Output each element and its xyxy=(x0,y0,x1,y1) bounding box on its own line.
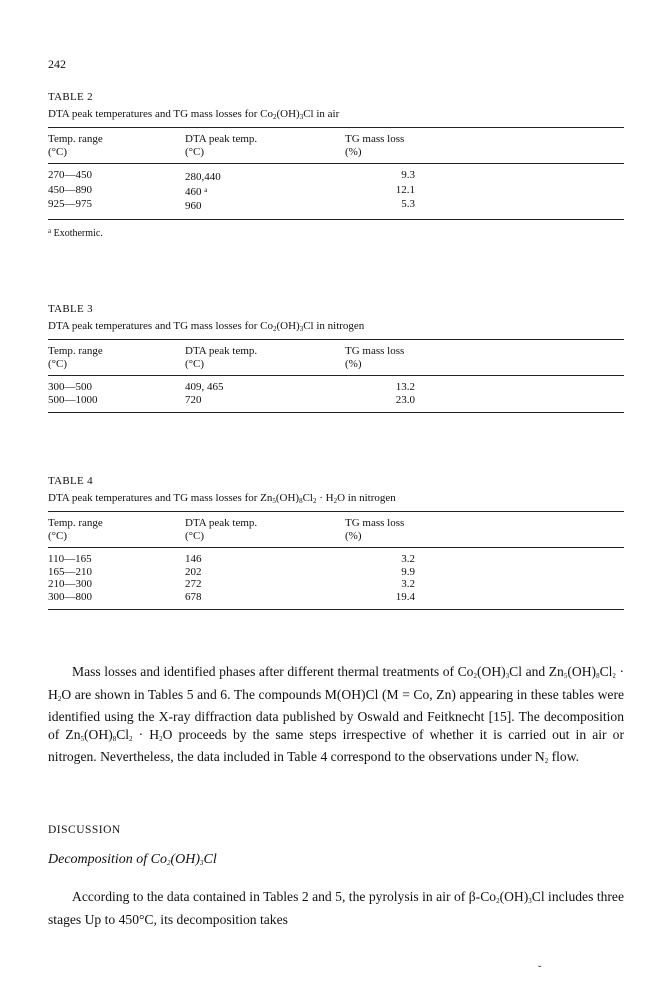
table-4 xyxy=(48,475,624,610)
table-row xyxy=(48,591,624,604)
cell-range: 165—210 xyxy=(48,565,92,578)
cell-range: 300—500 xyxy=(48,381,92,393)
header-tg-loss: TG mass loss xyxy=(345,345,405,357)
header-unit: (°C) xyxy=(48,358,68,370)
cell-loss: 5.3 xyxy=(401,198,415,210)
cell-peak: 280,440 xyxy=(185,171,221,183)
header-dta-peak: DTA peak temp. xyxy=(185,133,258,145)
cell-peak: 678 xyxy=(185,590,202,603)
cell-range: 300—800 xyxy=(48,590,92,603)
table-row xyxy=(48,169,624,184)
table-footnote: $^a$ Exothermic. xyxy=(48,226,103,239)
table-body xyxy=(48,376,624,412)
header-unit: (%) xyxy=(345,358,362,370)
cell-peak: 409, 465 xyxy=(185,381,224,393)
table-row xyxy=(48,553,624,566)
cell-range: 110—165 xyxy=(48,553,92,565)
table-label: TABLE 2 xyxy=(48,91,93,103)
table-header xyxy=(48,512,624,547)
header-unit: (°C) xyxy=(185,358,205,370)
table-2 xyxy=(48,91,624,239)
table-body xyxy=(48,548,624,609)
cell-peak: 202 xyxy=(185,565,202,578)
table-label: TABLE 3 xyxy=(48,303,93,315)
stray-mark: ˇ xyxy=(538,965,542,976)
body-paragraph: According to the data contained in Tables 2 and 5, the pyrolysis in air of $\beta-Co_2(OH)_3Cl$ includes three stages Up to 450°C, its decomposition takes xyxy=(48,889,624,927)
cell-loss: 13.2 xyxy=(395,381,415,393)
cell-loss: 3.2 xyxy=(401,553,415,565)
cell-range: 270—450 xyxy=(48,169,92,181)
header-unit: (°C) xyxy=(185,530,205,542)
table-label: TABLE 4 xyxy=(48,475,93,487)
section-heading: DISCUSSION xyxy=(48,824,121,836)
cell-peak: 960 xyxy=(185,200,202,212)
body-paragraph: Mass losses and identified phases after different thermal treatments of $Co_2(OH)_3Cl$ and $Zn_5(OH)_8Cl_2 \cdot H_2O$ are shown in Tables 5 and 6. The compounds M(OH)Cl (M = Co, Zn) appearing in these tables were identified using the X-ray diffraction data published by Oswald and Feitknecht [15]. The decomposition of $Zn_5(OH)_8Cl_2 \cdot H_2O$ proceeds by the same steps irrespective of whether it is carried out in air or nitrogen. Nevertheless, the data included in Table 4 correspond to the observations under $N_2$ flow. xyxy=(48,664,624,766)
cell-peak: 460 $^a$ xyxy=(185,185,208,198)
table-caption: DTA peak temperatures and TG mass losses for $Co_2(OH)_3Cl$ in air xyxy=(48,108,340,121)
cell-loss: 9.3 xyxy=(401,169,415,181)
table-header xyxy=(48,340,624,375)
cell-loss: 19.4 xyxy=(395,590,415,603)
table-bottom-rule xyxy=(48,219,624,220)
table-row xyxy=(48,566,624,579)
cell-loss: 23.0 xyxy=(395,393,415,406)
subsection-heading: Decomposition of $Co_2(OH)_3Cl$ xyxy=(48,852,217,867)
header-unit: (%) xyxy=(345,530,362,542)
table-row xyxy=(48,578,624,591)
table-bottom-rule xyxy=(48,609,624,610)
table-row xyxy=(48,184,624,199)
cell-range: 925—975 xyxy=(48,198,92,210)
table-caption: DTA peak temperatures and TG mass losses for $Co_2(OH)_3Cl$ in nitrogen xyxy=(48,320,365,333)
cell-peak: 272 xyxy=(185,578,202,590)
page-number: 242 xyxy=(48,57,66,71)
header-dta-peak: DTA peak temp. xyxy=(185,345,258,357)
cell-loss: 3.2 xyxy=(401,578,415,590)
cell-peak: 146 xyxy=(185,553,202,565)
cell-range: 500—1000 xyxy=(48,393,98,406)
header-unit: (°C) xyxy=(185,146,205,158)
cell-range: 450—890 xyxy=(48,183,92,196)
table-body xyxy=(48,164,624,219)
header-tg-loss: TG mass loss xyxy=(345,133,405,145)
cell-peak: 720 xyxy=(185,393,202,406)
header-unit: (°C) xyxy=(48,146,68,158)
table-bottom-rule xyxy=(48,412,624,413)
header-unit: (%) xyxy=(345,146,362,158)
cell-loss: 9.9 xyxy=(401,565,415,578)
table-header xyxy=(48,128,624,163)
header-temp-range: Temp. range xyxy=(48,345,103,357)
table-3 xyxy=(48,303,624,413)
cell-loss: 12.1 xyxy=(395,183,415,196)
table-row xyxy=(48,198,624,213)
header-temp-range: Temp. range xyxy=(48,517,103,529)
header-unit: (°C) xyxy=(48,530,68,542)
table-row xyxy=(48,394,624,407)
header-dta-peak: DTA peak temp. xyxy=(185,517,258,529)
cell-range: 210—300 xyxy=(48,578,92,590)
header-temp-range: Temp. range xyxy=(48,133,103,145)
table-row xyxy=(48,381,624,394)
table-caption: DTA peak temperatures and TG mass losses for $Zn_5(OH)_8Cl_2 \cdot H_2O$ in nitrogen xyxy=(48,492,396,505)
header-tg-loss: TG mass loss xyxy=(345,517,405,529)
